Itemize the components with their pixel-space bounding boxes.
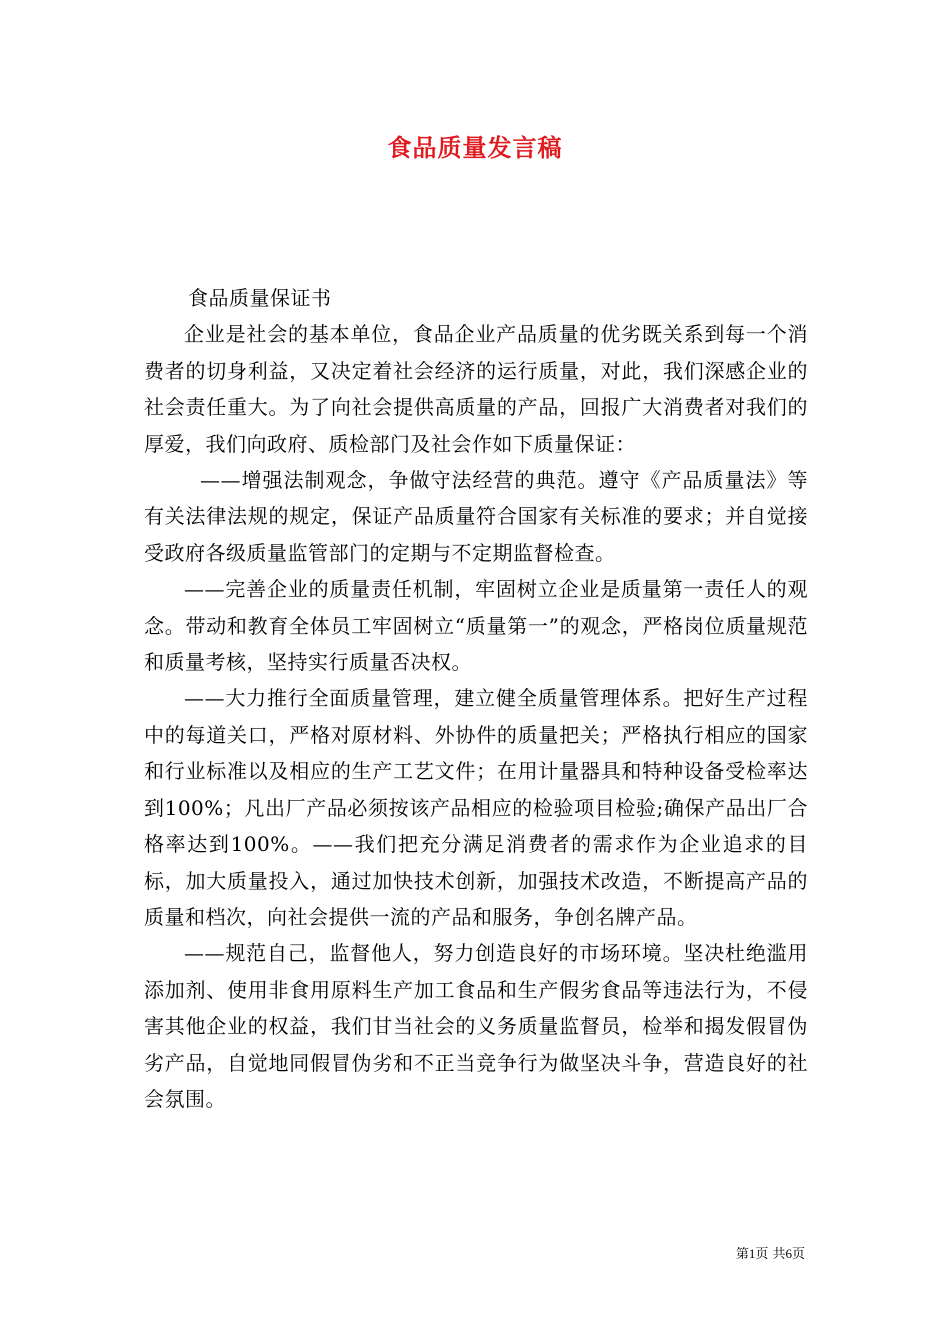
paragraph-commitment-2: ——完善企业的质量责任机制，牢固树立企业是质量第一责任人的观念。带动和教育全体员工牢固树立“质量第一”的观念，严格岗位质量规范和质量考核，坚持实行质量否决权。 [144, 577, 808, 675]
paragraph-intro: 企业是社会的基本单位，食品企业产品质量的优劣既关系到每一个消费者的切身利益，又决定着社会经济的运行质量，对此，我们深感企业的社会责任重大。为了向社会提供高质量的产品，回报广大消费者对我们的厚爱，我们向政府、质检部门及社会作如下质量保证： [144, 322, 808, 456]
footer-suffix: 页 [791, 1247, 805, 1262]
footer-middle: 页 共 [755, 1247, 786, 1262]
paragraph-subheading: 食品质量保证书 [188, 286, 332, 310]
paragraph-commitment-1: ——增强法制观念，争做守法经营的典范。遵守《产品质量法》等有关法律法规的规定，保证产品质量符合国家有关标准的要求；并自觉接受政府各级质量监管部门的定期与不定期监督检查。 [144, 468, 808, 565]
paragraph-commitment-4: ——规范自己，监督他人，努力创造良好的市场环境。坚决杜绝滥用添加剂、使用非食用原料生产加工食品和生产假劣食品等违法行为，不侵害其他企业的权益，我们甘当社会的义务质量监督员，检举和揭发假冒伪劣产品，自觉地同假冒伪劣和不正当竞争行为做坚决斗争，营造良好的社会氛围。 [144, 941, 808, 1111]
page-number-footer [736, 1244, 805, 1265]
footer-prefix: 第 [735, 1247, 749, 1262]
document-title: 食品质量发言稿 [387, 133, 563, 162]
footer-total-pages: 6 [785, 1246, 792, 1261]
paragraph-commitment-3: ——大力推行全面质量管理，建立健全质量管理体系。把好生产过程中的每道关口，严格对原材料、外协件的质量把关；严格执行相应的国家和行业标准以及相应的生产工艺文件；在用计量器具和特种设备受检率达到100%；凡出厂产品必须按该产品相应的检验项目检验;确保产品出厂合格率达到100%。——我们把充分满足消费者的需求作为企业追求的目标，加大质量投入，通过加快技术创新，加强技术改造，不断提高产品的质量和档次，向社会提供一流的产品和服务，争创名牌产品。 [144, 686, 808, 929]
document-body [144, 280, 808, 1117]
footer-current-page: 1 [748, 1246, 756, 1261]
